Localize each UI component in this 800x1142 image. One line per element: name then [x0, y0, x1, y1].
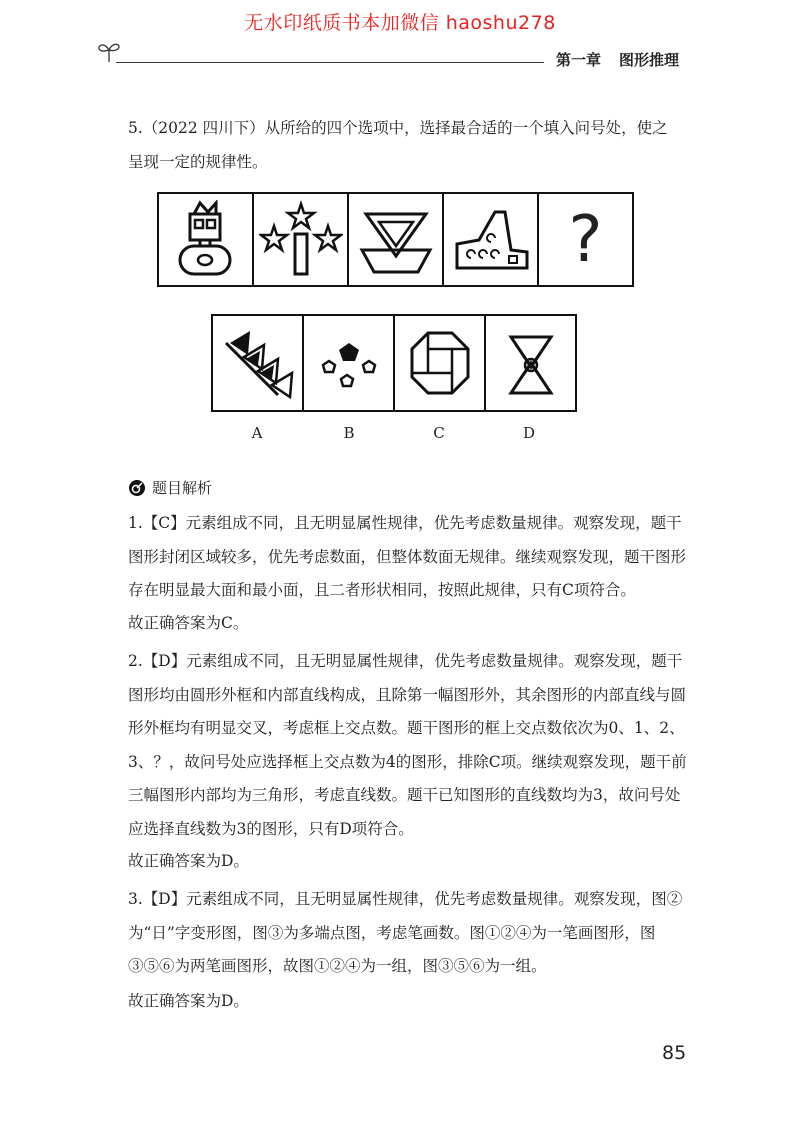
- spiral-hat-icon: [449, 200, 533, 280]
- sprout-icon: [96, 38, 122, 64]
- option-a-label: A: [251, 424, 263, 442]
- section-label: 图形推理: [619, 51, 680, 69]
- option-c-label: C: [433, 424, 445, 442]
- question-line-1: 5.（2022 四川下）从所给的四个选项中，选择最合适的一个填入问号处，使之: [128, 119, 668, 137]
- stars-figure-icon: [259, 200, 343, 280]
- header-rule: [116, 62, 544, 63]
- question-figure-row: [157, 192, 634, 287]
- robot-figure-icon: [166, 200, 246, 280]
- analysis-answer-3: 故正确答案为D。: [128, 992, 249, 1010]
- figure-3: [349, 194, 444, 285]
- analysis-answer-1: 故正确答案为C。: [128, 614, 249, 632]
- figure-2: [254, 194, 349, 285]
- chapter-label: 第一章: [556, 51, 602, 69]
- figure-question: [539, 194, 632, 285]
- figure-1: [159, 194, 254, 285]
- analysis-answer-2: 故正确答案为D。: [128, 852, 249, 870]
- question-line-2: 呈现一定的规律性。: [128, 153, 268, 171]
- watermark-text: 无水印纸质书本加微信 haoshu278: [244, 12, 556, 34]
- analysis-paragraph-2: 2.【D】元素组成不同，且无明显属性规律，优先考虑数量规律。观察发现，题干图形均由圆形外框和内部直线构成，且除第一幅图形外，其余图形的内部直线与圆形外框均有明显交叉，考虑框上交点数。题干图形的框上交点数依次为0、1、2、3、？，故问号处应选择框上交点数为4的图形，排除C项。继续观察发现，题干前三幅图形内部均为三角形，考虑直线数。题干已知图形的直线数均为3，故问号处应选择直线数为3的图形，只有D项符合。: [128, 652, 687, 838]
- triangles-boat-icon: [356, 200, 436, 280]
- option-a-figure[interactable]: [213, 316, 304, 410]
- analysis-heading: [128, 477, 212, 498]
- analysis-paragraph-3: 3.【D】元素组成不同，且无明显属性规律，优先考虑数量规律。观察发现，图②为“日”字变形图，图③为多端点图，考虑笔画数。图①②④为一笔画图形，图③⑤⑥为两笔画图形，故图①②④为一组，图③⑤⑥为一组。: [128, 890, 683, 975]
- analysis-paragraph-1: 1.【C】元素组成不同，且无明显属性规律，优先考虑数量规律。观察发现，题干图形封闭区域较多，优先考虑数面，但整体数面无规律。继续观察发现，题干图形存在明显最大面和最小面，且二者形状相同，按照此规律，只有C项符合。: [128, 514, 687, 599]
- option-a-triangles-icon: [216, 321, 300, 405]
- option-c-octagon-icon: [400, 323, 480, 403]
- target-icon: [128, 479, 146, 497]
- analysis-title: 题目解析: [152, 479, 213, 497]
- chapter-header: [556, 49, 679, 70]
- options-row: [211, 314, 577, 412]
- option-d-figure[interactable]: [486, 316, 575, 410]
- option-d-label: D: [522, 424, 536, 442]
- option-b-label: B: [343, 424, 355, 442]
- figure-4: [444, 194, 539, 285]
- question-mark: ?: [568, 202, 603, 277]
- option-c-figure[interactable]: [395, 316, 486, 410]
- option-b-figure[interactable]: [304, 316, 395, 410]
- option-d-hourglass-icon: [491, 323, 571, 403]
- page-number: 85: [662, 1042, 687, 1064]
- option-b-pentagons-icon: [309, 323, 389, 403]
